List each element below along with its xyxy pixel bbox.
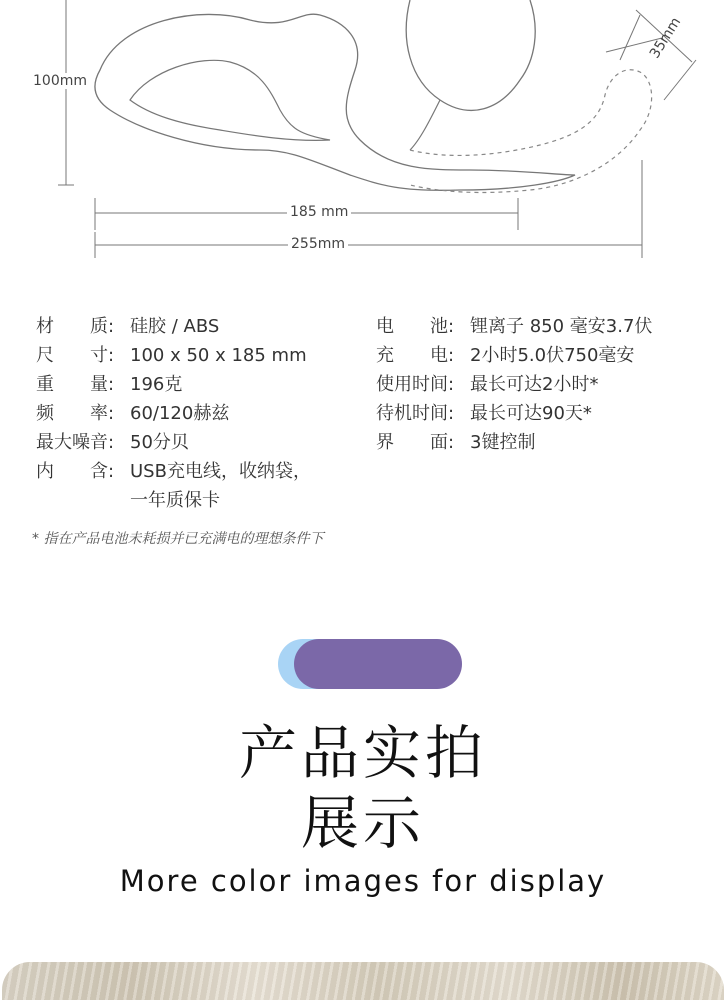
spec-row: [36, 341, 366, 370]
dimension-diagram: [0, 0, 726, 270]
spec-value: 最长可达90天*: [470, 403, 592, 424]
extension-dashed-outline: [410, 70, 652, 193]
product-outline: [95, 14, 575, 190]
spec-label: [36, 370, 108, 399]
spec-label-part: 材: [36, 316, 54, 337]
spec-label-part: 池: [430, 316, 448, 337]
spec-row: [36, 428, 366, 457]
spec-label: [376, 312, 448, 341]
length-label-185: 185 mm: [287, 204, 351, 220]
spec-row: [36, 457, 366, 515]
spec-label: [376, 399, 448, 428]
spec-label-part: 电: [430, 345, 448, 366]
section-title-line-1: 产品实拍: [238, 719, 487, 787]
spec-label: [376, 341, 448, 370]
spec-label-part: 界: [376, 432, 394, 453]
decorative-pill: [278, 639, 462, 689]
product-top-curl: [406, 0, 535, 110]
spec-row: [376, 341, 716, 370]
spec-row: [376, 370, 716, 399]
spec-column-right: [376, 312, 716, 457]
spec-label: [376, 370, 448, 399]
spec-colon: :: [108, 316, 115, 337]
pill-dark: [294, 639, 462, 689]
width-label: 35mm: [646, 14, 685, 62]
spec-row: [36, 399, 366, 428]
spec-value: 100 x 50 x 185 mm: [130, 345, 307, 366]
length-label-255: 255mm: [288, 236, 348, 252]
spec-label-part: 率: [90, 403, 108, 424]
spec-label: [36, 312, 108, 341]
spec-colon: :: [448, 432, 455, 453]
spec-colon: :: [108, 345, 115, 366]
spec-colon: :: [108, 432, 115, 453]
spec-colon: :: [108, 461, 115, 482]
spec-row: [376, 312, 716, 341]
spec-value: 60/120赫兹: [130, 403, 230, 424]
product-photo-preview: [0, 958, 726, 1000]
spec-colon: :: [448, 316, 455, 337]
spec-colon: :: [448, 403, 455, 424]
spec-row: [376, 399, 716, 428]
spec-label-part: 质: [90, 316, 108, 337]
spec-column-left: [36, 312, 366, 515]
spec-label-part: 充: [376, 345, 394, 366]
section-title-line-2: 展示: [300, 789, 425, 857]
spec-label-part: 电: [376, 316, 394, 337]
spec-value: 3键控制: [470, 432, 536, 453]
spec-value: 2小时5.0伏750毫安: [470, 345, 635, 366]
spec-row: [36, 370, 366, 399]
spec-value: 硅胶 / ABS: [130, 316, 220, 337]
spec-label-part: 待机时间: [376, 403, 448, 424]
product-inner-outline: [130, 60, 330, 140]
spec-row: [36, 312, 366, 341]
height-label: 100mm: [30, 73, 90, 89]
product-photo: [2, 962, 724, 1000]
product-outline-drawing: [0, 0, 726, 270]
spec-colon: :: [108, 403, 115, 424]
spec-label-part: 寸: [90, 345, 108, 366]
spec-value: 50分贝: [130, 432, 189, 453]
spec-value: USB充电线，收纳袋， 一年质保卡: [130, 461, 311, 511]
spec-colon: :: [448, 345, 455, 366]
spec-value: 最长可达2小时*: [470, 374, 599, 395]
spec-colon: :: [108, 374, 115, 395]
spec-value: 锂离子 850 毫安3.7伏: [470, 316, 653, 337]
spec-label: [376, 428, 448, 457]
spec-label-part: 频: [36, 403, 54, 424]
spec-label-part: 面: [430, 432, 448, 453]
spec-row: [376, 428, 716, 457]
footnote: * 指在产品电池未耗损并已充满电的理想条件下: [32, 531, 324, 547]
spec-label-part: 含: [90, 461, 108, 482]
spec-label: [36, 428, 108, 457]
spec-label: [36, 457, 108, 486]
section-subtitle: More color images for display: [119, 864, 607, 898]
spec-value: 196克: [130, 374, 183, 395]
spec-label-part: 内: [36, 461, 54, 482]
spec-colon: :: [448, 374, 455, 395]
spec-label-part: 最大噪音: [36, 432, 108, 453]
spec-label-part: 重: [36, 374, 54, 395]
spec-label-part: 量: [90, 374, 108, 395]
spec-label-part: 使用时间: [376, 374, 448, 395]
spec-label: [36, 399, 108, 428]
spec-label-part: 尺: [36, 345, 54, 366]
spec-label: [36, 341, 108, 370]
